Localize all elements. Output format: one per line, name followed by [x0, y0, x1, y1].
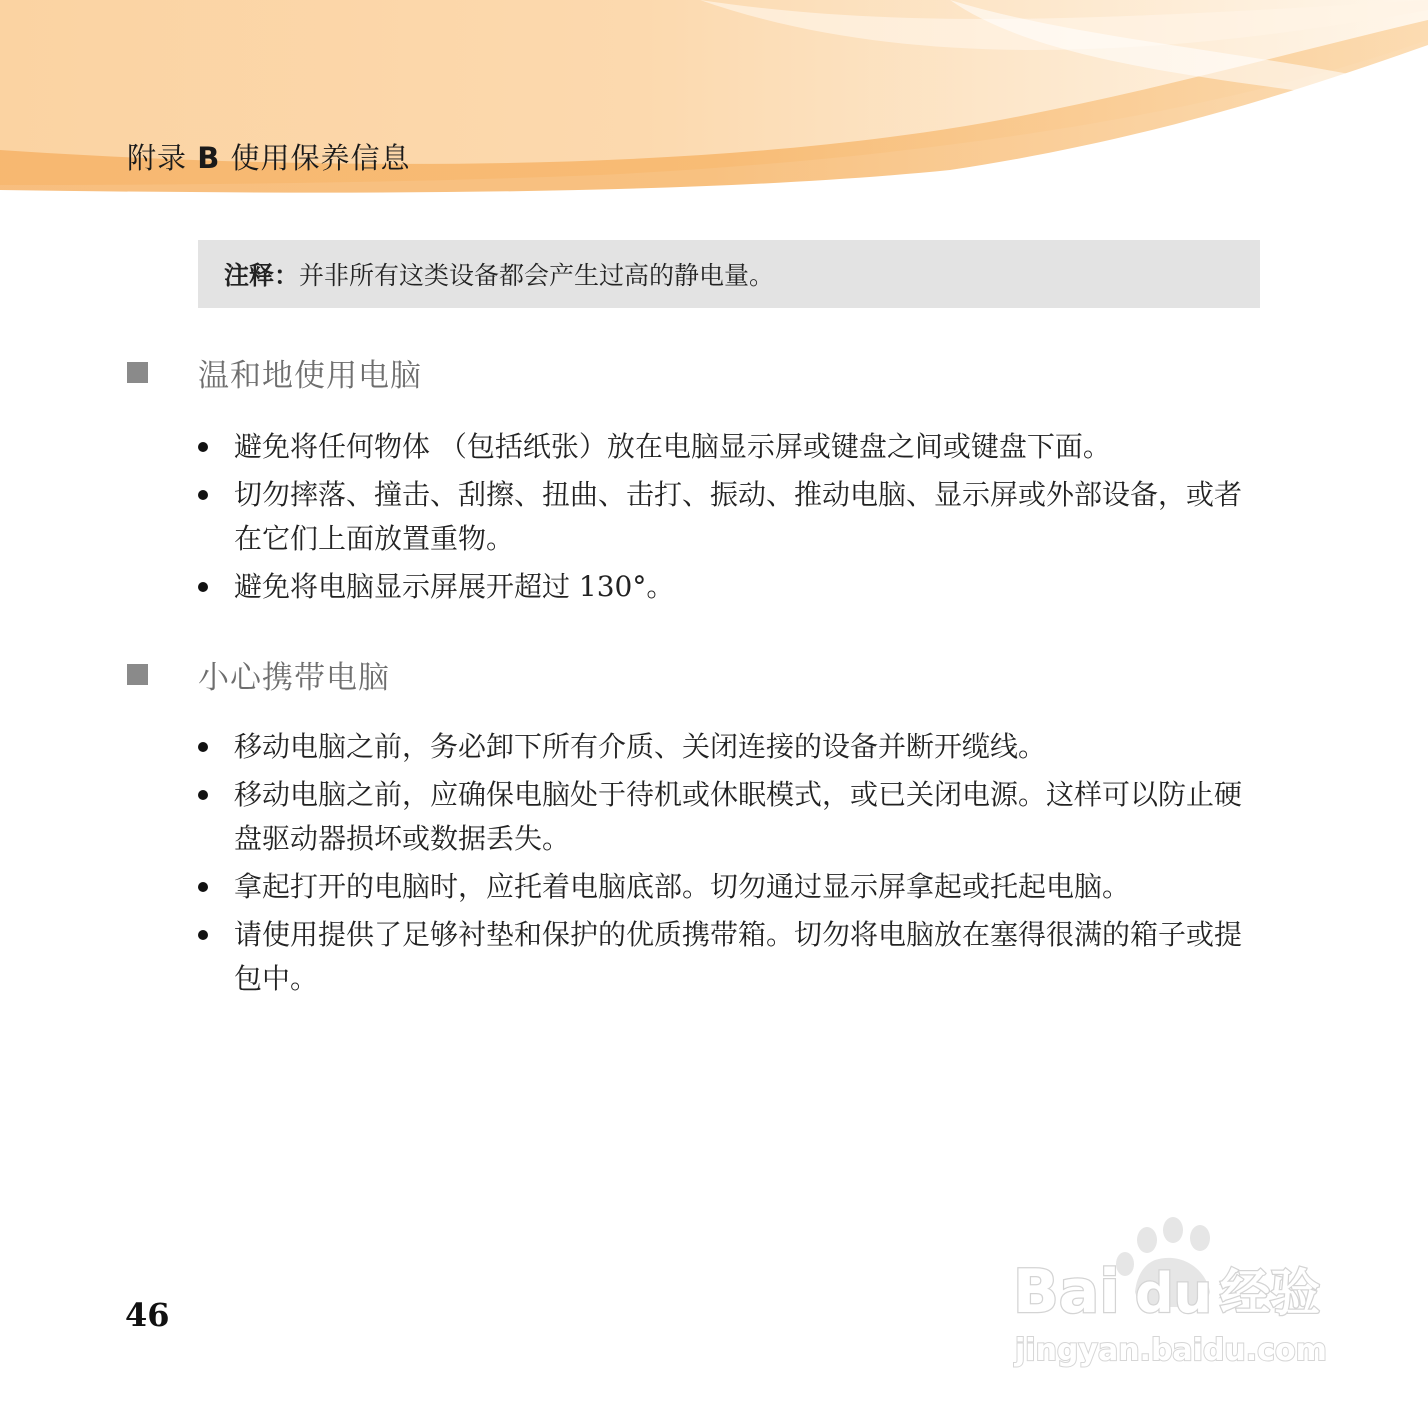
square-bullet-icon — [127, 362, 148, 383]
bullet-dot-icon — [198, 442, 208, 452]
page-number: 46 — [125, 1296, 170, 1334]
list-item: 避免将任何物体 （包括纸张）放在电脑显示屏或键盘之间或键盘下面。 — [198, 425, 1258, 469]
bullet-dot-icon — [198, 882, 208, 892]
header-title: 附录 B 使用保养信息 — [127, 141, 411, 175]
svg-text:jingyan.baidu.com: jingyan.baidu.com — [1015, 1333, 1327, 1368]
bullet-dot-icon — [198, 790, 208, 800]
section-careful-carry — [127, 652, 1267, 995]
note-label: 注释： — [224, 261, 300, 290]
bullet-dot-icon — [198, 742, 208, 752]
section-gentle-use — [127, 350, 1267, 603]
svg-text:Bai: Bai — [1013, 1257, 1120, 1327]
list-item: 移动电脑之前，务必卸下所有介质、关闭连接的设备并断开缆线。 — [198, 725, 1258, 769]
square-bullet-icon — [127, 664, 148, 685]
bullet-dot-icon — [198, 490, 208, 500]
baidu-watermark-logo — [1005, 1212, 1345, 1372]
bullet-dot-icon — [198, 582, 208, 592]
section-heading — [127, 652, 1267, 696]
bullet-dot-icon — [198, 930, 208, 940]
bullet-list — [198, 425, 1258, 613]
section-heading — [127, 350, 1267, 394]
svg-text:经验: 经验 — [1220, 1264, 1320, 1322]
section-title: 小心携带电脑 — [198, 659, 390, 696]
list-item: 避免将电脑显示屏展开超过 130°。 — [198, 565, 1258, 609]
svg-text:du: du — [1135, 1262, 1213, 1325]
note-box — [198, 240, 1260, 308]
bullet-list — [198, 725, 1258, 1005]
list-item: 切勿摔落、撞击、刮擦、扭曲、击打、振动、推动电脑、显示屏或外部设备，或者在它们上面放置重物。 — [198, 473, 1258, 561]
list-item: 拿起打开的电脑时，应托着电脑底部。切勿通过显示屏拿起或托起电脑。 — [198, 865, 1258, 909]
list-item: 移动电脑之前，应确保电脑处于待机或休眠模式，或已关闭电源。这样可以防止硬盘驱动器损坏或数据丢失。 — [198, 773, 1258, 861]
note-text: 并非所有这类设备都会产生过高的静电量。 — [299, 261, 775, 290]
list-item: 请使用提供了足够衬垫和保护的优质携带箱。切勿将电脑放在塞得很满的箱子或提包中。 — [198, 913, 1258, 1001]
section-title: 温和地使用电脑 — [198, 357, 422, 394]
